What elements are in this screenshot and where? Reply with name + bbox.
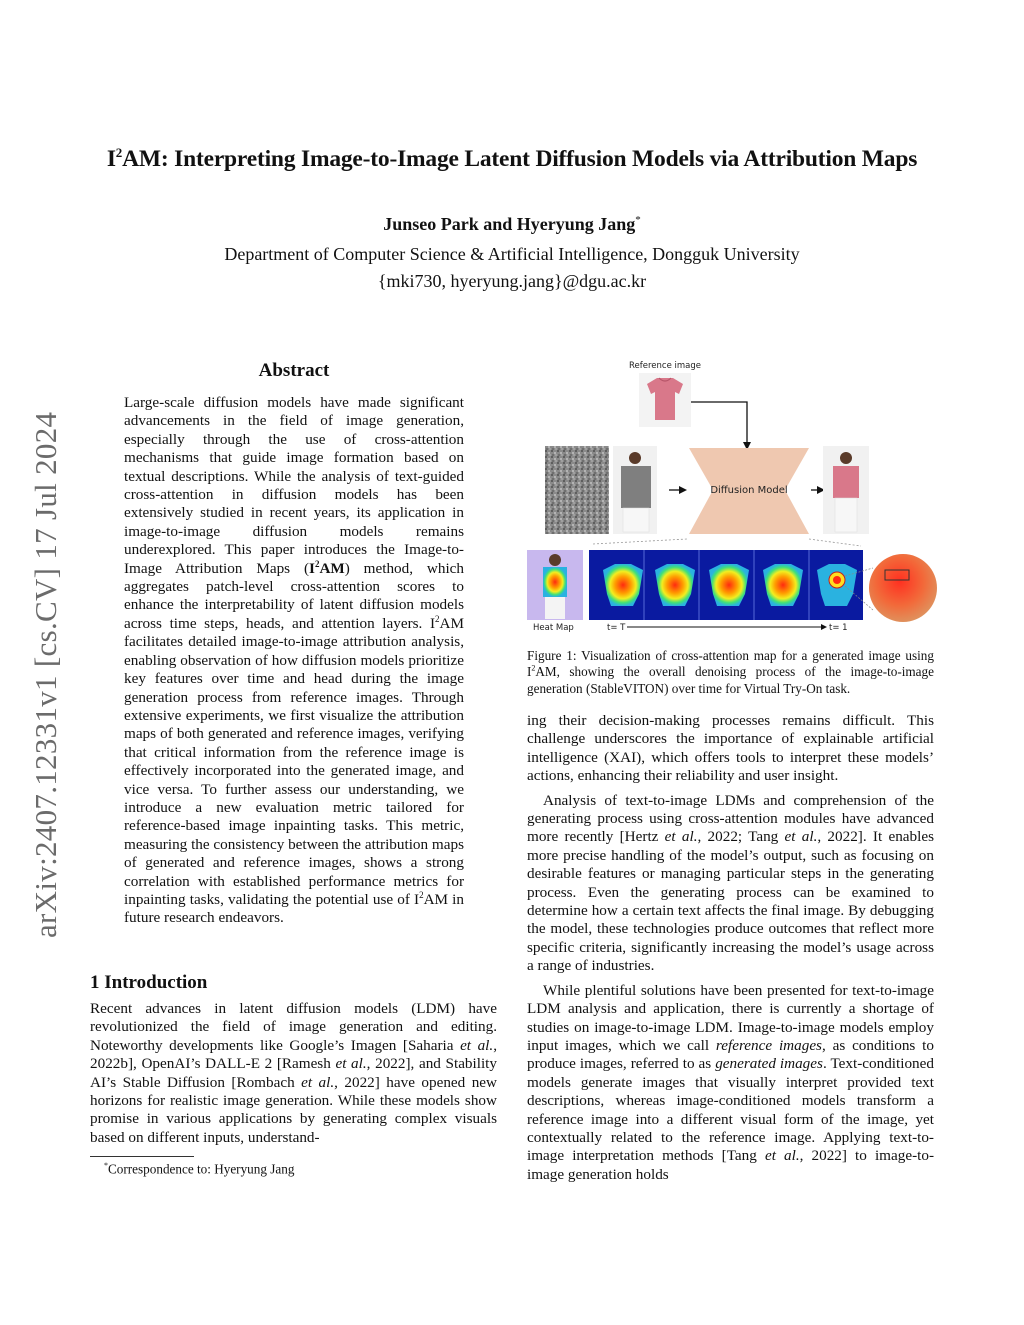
- introduction-body: Recent advances in latent diffusion models (LDM) have revolutionized the field of image generation and editing. Noteworthy developments like Google’s Imagen [Saharia et al., 2022b], OpenAI’s DALL-E 2 [Ramesh et al., 2022], and Stability AI’s Stable Diffusion [Rombach et al., 2022] have opened new horizons for realistic image generation. While these models show promise in various applications by generating complex visuals based on different inputs, understand-: [90, 1000, 498, 1146]
- authors: Junseo Park and Hyeryung Jang*: [383, 214, 641, 234]
- figure-1-caption: Figure 1: Visualization of cross-attention map for a generated image using $I^2AM$, showing the overall denoising process of the image-to-image generation (StableVITON) over time for Virtual Try-On task.: [527, 648, 934, 696]
- footnote-rule: [90, 1156, 194, 1157]
- figure-1: [527, 354, 937, 644]
- paragraph: While plentiful solutions have been presented for text-to-image LDM analysis and application, there is currently a shortage of studies on image-to-image LDM. Image-to-image models employ input images, which we call reference images, as conditions to produce images, referred to as generated images. Text-conditioned models generate images that visually interpret provided text descriptions, whereas image-conditioned models transform a reference image into a different visual form of the image, yet contextually related to the reference image. Applying text-to-image interpretation methods [Tang et al., 2022] to image-to-image generation holds: [527, 981, 934, 1183]
- affiliation: Department of Computer Science & Artificial Intelligence, Dongguk University: [224, 244, 800, 264]
- section-heading-introduction: 1 Introduction: [90, 972, 208, 993]
- arxiv-stamp: arXiv:2407.12331v1 [cs.CV] 17 Jul 2024: [28, 411, 63, 938]
- abstract-heading: Abstract: [258, 360, 330, 381]
- footnote: *Correspondence to: Hyeryung Jang: [104, 1161, 295, 1177]
- method-name: $I^2AM$: [309, 558, 345, 577]
- emails: {mki730, hyeryung.jang}@dgu.ac.kr: [377, 271, 647, 291]
- diffusion-model-label: Diffusion Model: [710, 485, 788, 496]
- heatmap-label: Heat Map: [533, 623, 574, 633]
- noise-image: [545, 446, 609, 534]
- right-column-body: [527, 712, 934, 1184]
- reference-arrow: [691, 402, 747, 446]
- paragraph: ing their decision-making processes remains difficult. This challenge underscores the importance of explainable artificial intelligence (XAI), which offers tools to interpret these models’ actions, enhancing their reliability and user insight.: [527, 712, 934, 785]
- paragraph: Analysis of text-to-image LDMs and comprehension of the generating process using cross-attention modules have advanced more recently [Hertz et al., 2022; Tang et al., 2022]. It enables more precise handling of the model’s output, such as focusing on desirable features or managing particular steps in the generating process. Even the generating process can be examined to determine how a certain text affects the final image. By debugging the model, these technologies produce outcomes that reflect more specific criteria, significantly increasing the model’s usage across a range of industries.: [527, 791, 934, 975]
- timeline-end-label: t= 1: [829, 623, 848, 633]
- figure-1-graphic: [527, 354, 937, 644]
- abstract-body: Large-scale diffusion models have made significant advancements in the field of image generation, especially through the use of cross-attention mechanisms that guide image formation based on textual descriptions. While the analysis of text-guided cross-attention in diffusion models has been extensively studied in recent years, its application in image-to-image diffusion models remains underexplored. This paper introduces the Image-to-Image Attribution Maps $(I^2AM)$ method, which aggregates patch-level cross-attention scores to enhance the interpretability of latent diffusion models across time steps, heads, and attention layers. $I^2AM$ facilitates detailed image-to-image attribution analysis, enabling observation of how diffusion models prioritize key features over time and head during the image generation process from reference images. Through extensive experiments, we first visualize the attribution maps of both generated and reference images, verifying that critical information from the reference image is effectively incorporated into the generated image, and vice versa. To further assess our understanding, we introduce a new evaluation metric tailored for reference-based image inpainting tasks. This metric, measuring the consistency between the attribution maps of generated and reference images, shows a strong correlation with established performance metrics for inpainting tasks, validating the potential use of $I^2AM$ in future research endeavors.: [124, 394, 465, 927]
- zoomed-attention-detail: [869, 554, 937, 622]
- timeline-start-label: t= T: [607, 623, 626, 633]
- reference-image-label: Reference image: [629, 361, 701, 371]
- paper-title: $I^2AM$: Interpreting Image-to-Image Latent Diffusion Models via Attribution Maps: [106, 145, 918, 172]
